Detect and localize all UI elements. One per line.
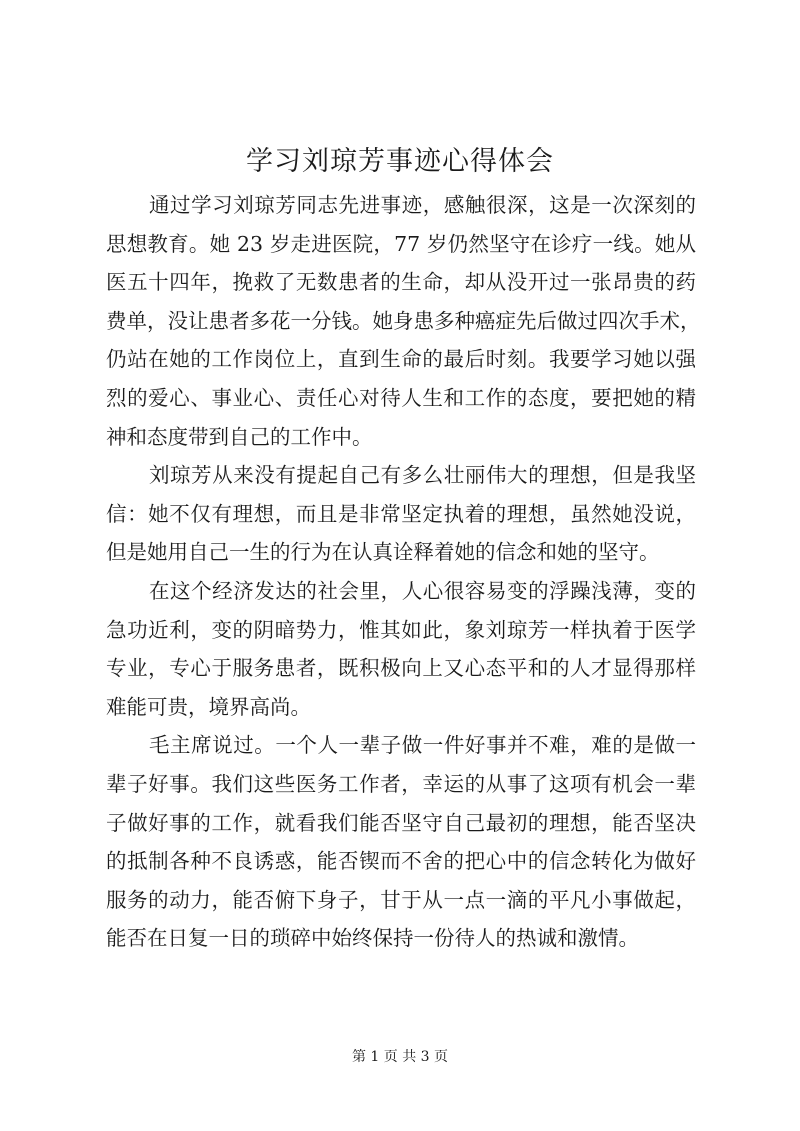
document-body	[106, 186, 701, 958]
text-line: 烈的爱心、事业心、责任心对待人生和工作的态度，要把她的精	[106, 385, 696, 410]
paragraph	[106, 186, 701, 456]
text-line: 刘琼芳从来没有提起自己有多么壮丽伟大的理想，但是我坚	[149, 463, 696, 488]
paragraph	[106, 726, 696, 958]
document-title: 学习刘琼芳事迹心得体会	[246, 146, 554, 177]
text-line: 难能可贵，境界高尚。	[106, 694, 311, 719]
text-line: 仍站在她的工作岗位上，直到生命的最后时刻。我要学习她以强	[106, 347, 696, 372]
paragraph	[106, 456, 696, 572]
text-line: 通过学习刘琼芳同志先进事迹，感触很深，这是一次深刻的	[149, 193, 696, 217]
text-line: 服务的动力，能否俯下身子，甘于从一点一滴的平凡小事做起，	[106, 887, 696, 912]
text-line: 信：她不仅有理想，而且是非常坚定执着的理想，虽然她没说，	[106, 501, 696, 526]
text-line: 在这个经济发达的社会里，人心很容易变的浮躁浅薄，变的	[149, 578, 696, 603]
text-line: 但是她用自己一生的行为在认真诠释着她的信念和她的坚守。	[106, 540, 660, 565]
text-line: 毛主席说过。一个人一辈子做一件好事并不难，难的是做一	[149, 733, 696, 758]
text-line: 神和态度带到自己的工作中。	[106, 424, 373, 449]
text-line: 费单，没让患者多花一分钱。她身患多种癌症先后做过四次手术，	[106, 308, 701, 333]
text-line: 思想教育。她 23 岁走进医院，77 岁仍然坚守在诊疗一线。她从	[106, 231, 696, 256]
text-line: 能否在日复一日的琐碎中始终保持一份待人的热诚和激情。	[106, 926, 639, 951]
text-line: 急功近利，变的阴暗势力，惟其如此，象刘琼芳一样执着于医学	[106, 617, 696, 642]
page-number-footer: 第 1 页 共 3 页	[351, 1049, 449, 1065]
text-line: 医五十四年，挽救了无数患者的生命，却从没开过一张昂贵的药	[106, 270, 696, 295]
text-line: 子做好事的工作，就看我们能否坚守自己最初的理想，能否坚决	[106, 810, 696, 835]
paragraph	[106, 572, 696, 726]
text-line: 专业，专心于服务患者，既积极向上又心态平和的人才显得那样	[106, 656, 696, 681]
text-line: 辈子好事。我们这些医务工作者，幸运的从事了这项有机会一辈	[106, 771, 696, 796]
text-line: 的抵制各种不良诱惑，能否锲而不舍的把心中的信念转化为做好	[106, 849, 696, 874]
